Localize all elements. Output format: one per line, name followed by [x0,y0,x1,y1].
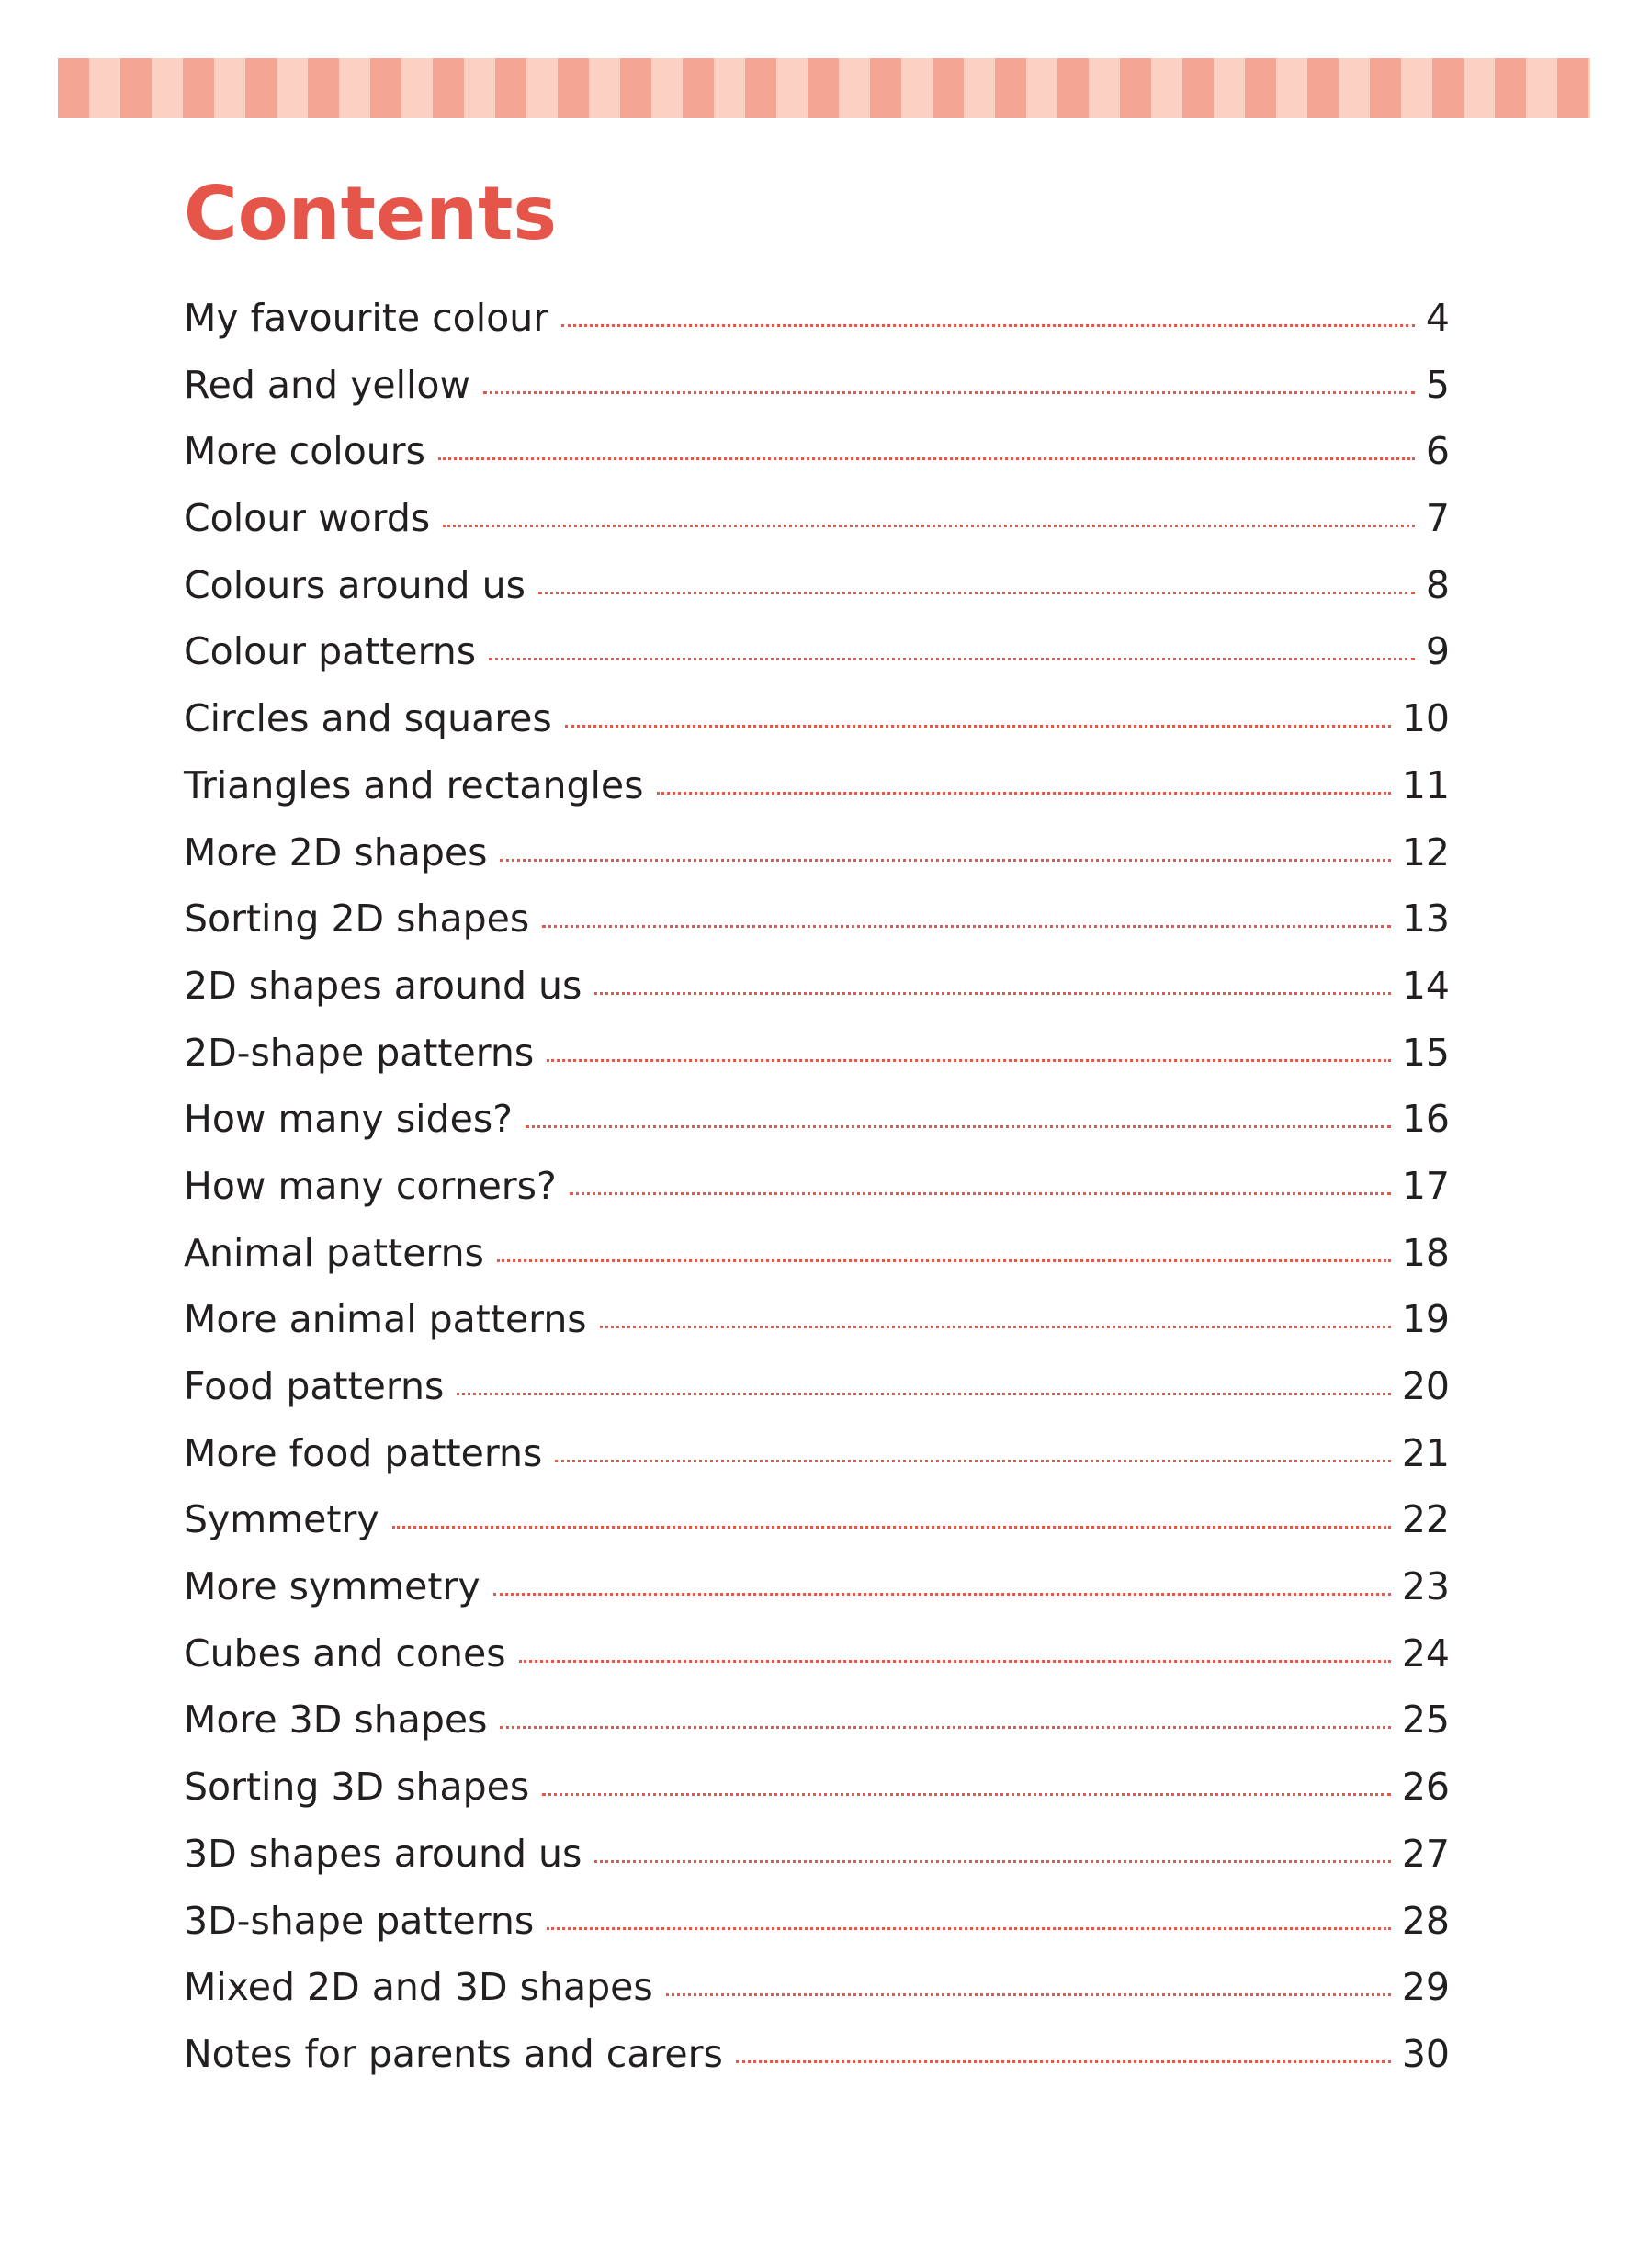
toc-entry-title: Colour words [184,496,431,541]
dotted-leader [443,525,1415,527]
dotted-leader [555,1460,1390,1462]
toc-entry[interactable] [184,496,1450,563]
toc-entry-title: More animal patterns [184,1297,587,1342]
dotted-leader [594,992,1390,995]
decorative-stripe-bar [58,58,1590,118]
toc-entry-page-number: 26 [1401,1765,1450,1810]
toc-entry-page-number: 16 [1401,1097,1450,1142]
toc-entry[interactable] [184,563,1450,630]
dotted-leader [497,1259,1391,1262]
toc-entry[interactable] [184,696,1450,763]
toc-entry-page-number: 14 [1401,963,1450,1008]
toc-entry-title: 2D shapes around us [184,963,582,1008]
toc-entry-title: Cubes and cones [184,1630,506,1676]
dotted-leader [457,1393,1390,1395]
dotted-leader [526,1125,1391,1128]
toc-entry-title: 3D-shape patterns [184,1898,535,1943]
toc-entry-title: Triangles and rectangles [184,762,644,807]
toc-entry-title: Circles and squares [184,696,552,741]
toc-entry-page-number: 21 [1401,1430,1450,1475]
toc-entry-title: 2D-shape patterns [184,1030,535,1075]
toc-entry[interactable] [184,1965,1450,2032]
dotted-leader [561,324,1415,327]
dotted-leader [542,925,1391,928]
toc-entry-title: How many sides? [184,1097,513,1142]
toc-entry-title: My favourite colour [184,296,549,340]
toc-entry-page-number: 12 [1401,829,1450,874]
toc-entry-page-number: 22 [1401,1497,1450,1542]
toc-entry-title: Symmetry [184,1497,379,1542]
toc-entry-page-number: 13 [1401,897,1450,942]
toc-entry[interactable] [184,1297,1450,1364]
toc-entry[interactable] [184,1364,1450,1431]
page-title: Contents [184,171,557,256]
toc-entry-page-number: 27 [1401,1831,1450,1876]
toc-entry[interactable] [184,2032,1450,2099]
dotted-leader [538,592,1415,594]
dotted-leader [600,1326,1391,1328]
toc-entry-page-number: 29 [1401,1965,1450,2010]
toc-entry-page-number: 5 [1425,362,1450,407]
dotted-leader [565,725,1391,728]
toc-entry-title: More 2D shapes [184,829,488,874]
toc-entry-page-number: 25 [1401,1698,1450,1743]
toc-entry[interactable] [184,1097,1450,1164]
dotted-leader [547,1059,1391,1062]
dotted-leader [736,2060,1391,2063]
toc-entry[interactable] [184,1698,1450,1765]
toc-entry-title: Food patterns [184,1364,445,1408]
toc-entry[interactable] [184,1899,1450,1966]
toc-entry[interactable] [184,1164,1450,1231]
toc-entry[interactable] [184,629,1450,696]
toc-entry-page-number: 19 [1401,1297,1450,1342]
dotted-leader [519,1660,1391,1663]
dotted-leader [438,457,1415,460]
toc-entry-page-number: 9 [1425,629,1450,674]
dotted-leader [666,1993,1391,1996]
dotted-leader [657,792,1391,795]
dotted-leader [500,1726,1390,1729]
toc-entry[interactable] [184,363,1450,430]
toc-entry-title: Sorting 3D shapes [184,1765,530,1810]
toc-entry[interactable] [184,897,1450,964]
toc-entry-page-number: 11 [1401,762,1450,807]
toc-entry-page-number: 24 [1401,1630,1450,1676]
toc-entry-title: More symmetry [184,1564,480,1609]
toc-entry-title: Notes for parents and carers [184,2031,723,2076]
toc-entry[interactable] [184,1631,1450,1698]
toc-entry-title: Colour patterns [184,629,477,674]
dotted-leader [392,1526,1391,1529]
toc-entry-title: More 3D shapes [184,1698,488,1743]
toc-entry-title: 3D shapes around us [184,1831,582,1876]
toc-entry-page-number: 18 [1401,1230,1450,1275]
toc-entry-page-number: 23 [1401,1564,1450,1609]
toc-entry-title: Mixed 2D and 3D shapes [184,1965,653,2010]
toc-entry[interactable] [184,1564,1450,1631]
toc-entry[interactable] [184,1832,1450,1899]
dotted-leader [570,1192,1391,1195]
dotted-leader [594,1860,1390,1863]
dotted-leader [542,1793,1391,1796]
toc-entry-page-number: 17 [1401,1163,1450,1208]
toc-entry[interactable] [184,296,1450,363]
toc-entry-title: How many corners? [184,1163,557,1208]
dotted-leader [547,1927,1391,1930]
toc-entry[interactable] [184,1031,1450,1098]
toc-entry[interactable] [184,830,1450,897]
toc-entry[interactable] [184,964,1450,1031]
toc-entry-page-number: 7 [1425,496,1450,541]
toc-entry-page-number: 30 [1401,2031,1450,2076]
toc-entry-page-number: 6 [1425,429,1450,474]
dotted-leader [489,658,1415,660]
toc-entry-title: Colours around us [184,562,526,607]
toc-entry-page-number: 20 [1401,1364,1450,1408]
toc-entry-page-number: 10 [1401,696,1450,741]
dotted-leader [493,1593,1391,1596]
toc-entry[interactable] [184,1497,1450,1564]
table-of-contents [184,296,1450,2099]
toc-entry[interactable] [184,763,1450,830]
dotted-leader [500,859,1390,862]
toc-entry[interactable] [184,429,1450,496]
toc-entry-title: Sorting 2D shapes [184,897,530,942]
toc-entry-page-number: 8 [1425,562,1450,607]
toc-entry-page-number: 15 [1401,1030,1450,1075]
toc-entry[interactable] [184,1765,1450,1832]
toc-entry-page-number: 4 [1425,296,1450,340]
toc-entry-page-number: 28 [1401,1898,1450,1943]
toc-entry-title: More colours [184,429,425,474]
toc-entry[interactable] [184,1431,1450,1498]
toc-entry-title: Animal patterns [184,1230,484,1275]
toc-entry-title: More food patterns [184,1430,543,1475]
toc-entry[interactable] [184,1231,1450,1298]
toc-entry-title: Red and yellow [184,362,470,407]
dotted-leader [483,391,1415,394]
